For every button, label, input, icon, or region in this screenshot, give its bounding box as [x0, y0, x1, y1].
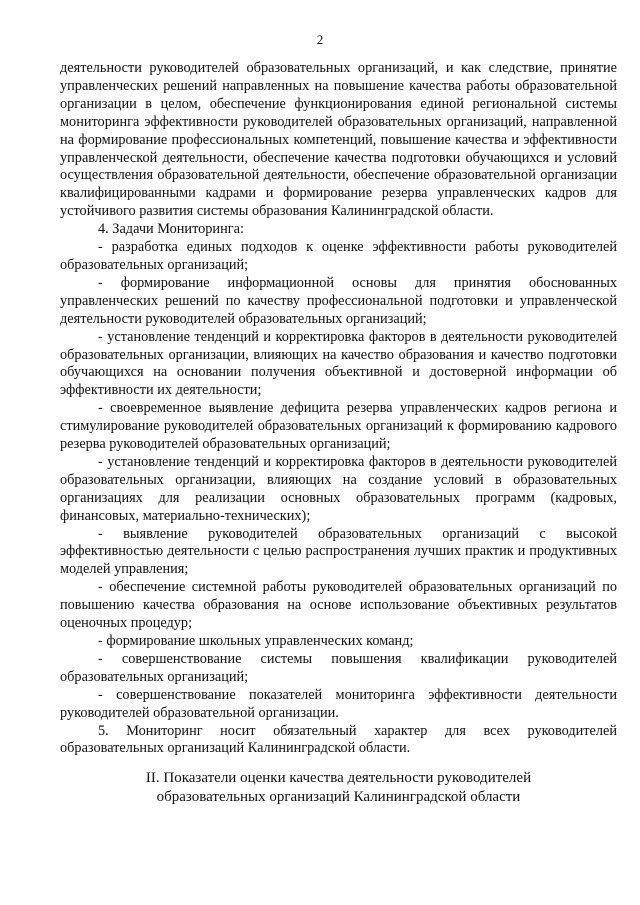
section-title-line-1: II. Показатели оценки качества деятельности руководителей [145, 770, 532, 786]
task-item: - совершенствование показателей мониторинга эффективности деятельности руководителей образовательной организации. [60, 686, 617, 721]
document-body [60, 60, 617, 758]
intro-paragraph: деятельности руководителей образовательных организаций, и как следствие, принятие управленческих решений направленных на повышение качества работы образовательной организации в целом, обеспечение функционирования единой региональной системы мониторинга эффективности руководителей образовательных организаций, направленной на формирование профессиональных компетенций, повышение качества и эффективности управленческой деятельности, обеспечение качества подготовки обучающихся и условий осуществления образовательной деятельности, обеспечение образовательной организации квалифицированными кадрами и формирование резерва управленческих кадров для устойчивого развития системы образования Калининградской области. [60, 60, 617, 220]
task-item: - формирование школьных управленческих команд; [98, 633, 414, 649]
task-item: - выявление руководителей образовательных организаций с высокой эффективностью деятельности с целью распространения лучших практик и продуктивных моделей управления; [60, 525, 617, 578]
task-item: - установление тенденций и корректировка факторов в деятельности руководителей образовательных организации, влияющих на качество образования и качество подготовки обучающихся на основании получения объективной и достоверной информации об эффективности их деятельности; [60, 328, 617, 399]
task-item: - установление тенденций и корректировка факторов в деятельности руководителей образовательных организации, влияющих на создание условий в образовательных организациях для реализации основных образовательных программ (кадровых, финансовых, материально-технических); [60, 453, 617, 524]
task-item: - разработка единых подходов к оценке эффективности работы руководителей образовательных организаций; [60, 239, 617, 273]
tasks-heading: 4. Задачи Мониторинга: [98, 221, 244, 238]
task-item: - формирование информационной основы для принятия обоснованных управленческих решений по качеству профессиональной подготовки и управленческой деятельности руководителей образовательных организаций; [60, 274, 617, 327]
task-item: - своевременное выявление дефицита резерва управленческих кадров региона и стимулирование руководителей образовательных организаций к формированию кадрового резерва руководителей образовательных организаций; [60, 400, 617, 453]
item-5-paragraph: 5. Мониторинг носит обязательный характер для всех руководителей образовательных организаций Калининградской области. [60, 722, 617, 757]
section-title-line-2: образовательных организаций Калининградской области [156, 788, 521, 805]
page-number: 2 [316, 32, 324, 47]
section-heading [60, 769, 617, 806]
task-item: - обеспечение системной работы руководителей образовательных организаций по повышению качества образования на основе использование объективных результатов оценочных процедур; [60, 579, 617, 632]
task-item: - совершенствование системы повышения квалификации руководителей образовательных организаций; [60, 650, 617, 685]
